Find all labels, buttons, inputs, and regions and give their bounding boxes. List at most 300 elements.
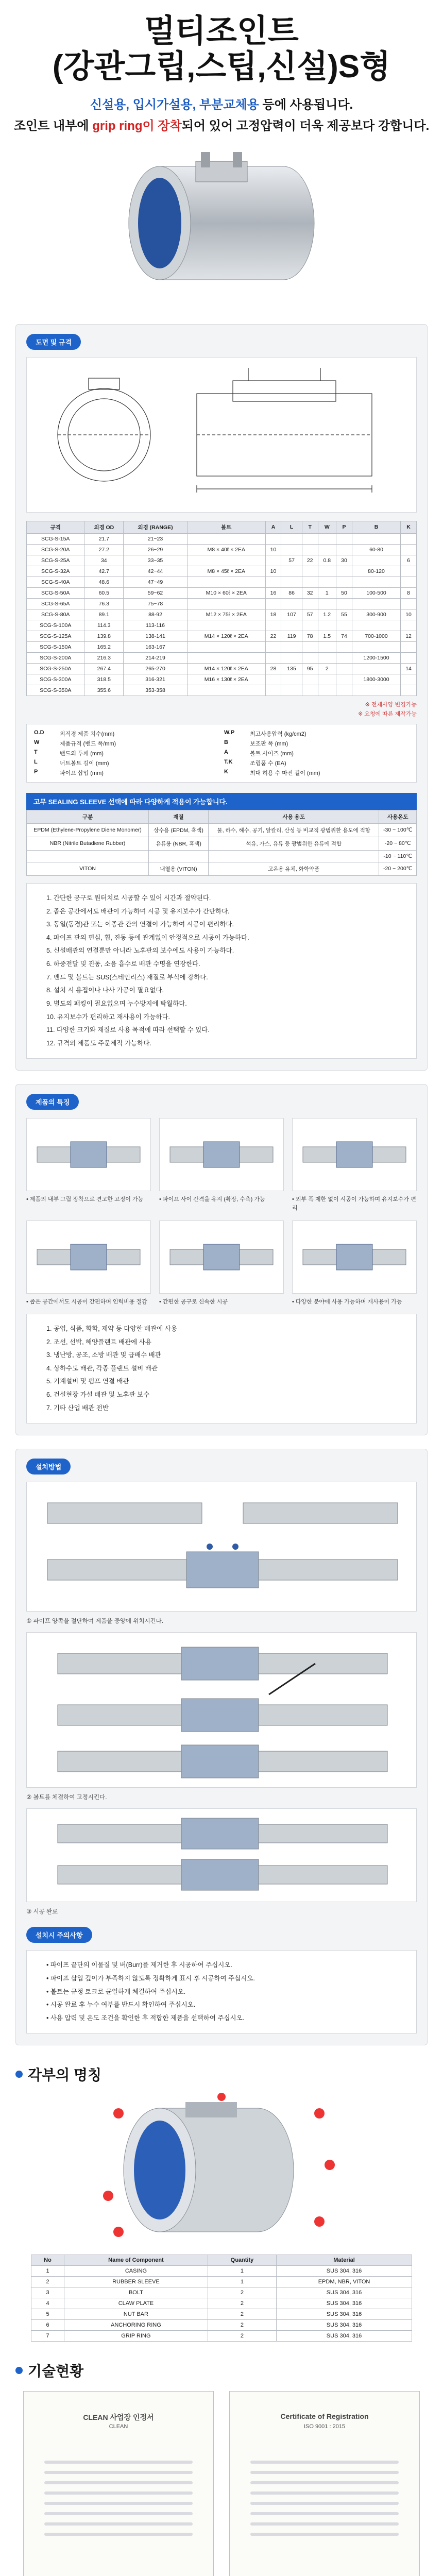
install-caption-3: ③ 시공 완료 (26, 1909, 58, 1916)
spec-row-cell (352, 577, 400, 587)
parts-row (31, 2266, 412, 2277)
spec-note-2: ※ 요청에 따른 제작가능 (357, 710, 417, 717)
spec-row-cell (265, 598, 281, 609)
feature-card (159, 1221, 284, 1307)
spec-row-cell: 700-1000 (352, 631, 400, 641)
spec-row-cell (352, 685, 400, 696)
feature-text: • 좁은 공간에서도 시공이 간편하며 인력비용 절감 (26, 1299, 147, 1306)
spec-row-cell (401, 641, 417, 652)
parts-row-cell: 4 (31, 2298, 64, 2309)
features-tag: 제품의 특징 (26, 1094, 79, 1110)
seal-row-cell: VITON (27, 862, 149, 875)
parts-header-cell: No (31, 2255, 64, 2266)
spec-row-cell (187, 577, 265, 587)
spec-row-cell: SCG-S-50A (27, 587, 84, 598)
spec-header-cell: 규격 (27, 521, 84, 533)
spec-row-cell (352, 533, 400, 544)
seal-row-cell: -20 ~ 80℃ (379, 837, 417, 850)
spec-header-cell: A (265, 521, 281, 533)
legend-key: T.K (224, 758, 233, 765)
spec-row-cell (265, 533, 281, 544)
certificate-iso (229, 2391, 420, 2576)
bullet-icon (15, 2367, 23, 2374)
spec-row-cell: 57 (281, 555, 302, 566)
spec-row-cell: 60.5 (84, 587, 124, 598)
spec-row-cell (318, 674, 336, 685)
legend-key: O.D (34, 729, 44, 736)
feature-card (26, 1118, 151, 1212)
spec-row (27, 533, 417, 544)
seal-row (27, 837, 417, 850)
spec-row-cell (281, 620, 302, 631)
bullet-icon (15, 2071, 23, 2078)
spec-row-cell (401, 577, 417, 587)
seal-banner: 고무 SEALING SLEEVE 선택에 따라 다양하게 적용이 가능합니다. (26, 793, 417, 810)
parts-row-cell: 1 (31, 2266, 64, 2277)
parts-diagram (88, 2093, 355, 2247)
cert1-title: CLEAN 사업장 인정서 (83, 2413, 154, 2422)
spec-row-cell: SCG-S-125A (27, 631, 84, 641)
title-line1: 멀티조인트 (144, 13, 299, 49)
spec-row-cell: SCG-S-350A (27, 685, 84, 696)
spec-row-cell: 2 (318, 663, 336, 674)
spec-row-cell: 10 (265, 544, 281, 555)
spec-row (27, 555, 417, 566)
caution-item: • 볼트는 규정 토크로 균일하게 체결하여 주십시오. (46, 1988, 186, 1995)
feature-text: • 외부 폭 제한 없이 시공이 가능하며 유지보수가 편리 (292, 1196, 416, 1211)
spec-row-cell: 163-167 (124, 641, 188, 652)
feature-card (159, 1118, 284, 1212)
spec-row-cell: SCG-S-65A (27, 598, 84, 609)
spec-row-cell (187, 652, 265, 663)
parts-row-cell: SUS 304, 316 (277, 2320, 412, 2331)
spec-row-cell: 10 (401, 609, 417, 620)
parts-row-cell: SUS 304, 316 (277, 2331, 412, 2342)
spec-row-cell (281, 577, 302, 587)
usage-list (26, 1314, 417, 1423)
spec-row-cell: 22 (265, 631, 281, 641)
install-caption-2: ② 볼트를 체결하여 고정시킨다. (26, 1794, 107, 1801)
spec-row (27, 577, 417, 587)
spec-row-cell (336, 620, 352, 631)
usage-item: 5. 기계설비 및 펌프 연결 배관 (46, 1378, 129, 1385)
feature-text: • 다양한 분야에 사용 가능하며 재사용이 가능 (292, 1299, 402, 1306)
seal-row (27, 850, 417, 862)
spec-row-cell (187, 641, 265, 652)
parts-table (31, 2255, 412, 2342)
dimension-drawing (26, 357, 417, 513)
spec-row-cell: M14 × 120ℓ × 2EA (187, 663, 265, 674)
install-step3-figure (26, 1808, 417, 1902)
spec-row-cell: 119 (281, 631, 302, 641)
feature-image (26, 1118, 151, 1191)
spec-row-cell: SCG-S-150A (27, 641, 84, 652)
seal-row-cell (27, 850, 149, 862)
parts-row-cell: 5 (31, 2309, 64, 2320)
usage-item: 2. 조선, 선박, 해양플랜트 배관에 사용 (46, 1338, 151, 1346)
spec-row-cell: 0.8 (318, 555, 336, 566)
spec-row-cell: SCG-S-100A (27, 620, 84, 631)
seal-row-cell: NBR (Nitrile Butadiene Rubber) (27, 837, 149, 850)
spec-row-cell (401, 620, 417, 631)
spec-header-cell: W (318, 521, 336, 533)
spec-row-cell: 30 (336, 555, 352, 566)
spec-row-cell: M16 × 130ℓ × 2EA (187, 674, 265, 685)
parts-row-cell: CLAW PLATE (64, 2298, 208, 2309)
spec-row-cell: 316-321 (124, 674, 188, 685)
spec-row-cell: 55 (336, 609, 352, 620)
spec-row-cell: 18 (265, 609, 281, 620)
seal-row (27, 823, 417, 837)
parts-row-cell: RUBBER SLEEVE (64, 2277, 208, 2287)
spec-row-cell: 78 (302, 631, 318, 641)
legend-value: 파이프 삽입 (mm) (60, 770, 104, 776)
caution-tag: 설치시 주의사항 (26, 1927, 92, 1943)
spec-row (27, 663, 417, 674)
parts-row-cell: 2 (208, 2331, 276, 2342)
legend-key: P (34, 768, 38, 775)
spec-row-cell: 48.6 (84, 577, 124, 587)
cert2-title: Certificate of Registration (280, 2412, 369, 2421)
spec-row-cell: 165.2 (84, 641, 124, 652)
spec-row-cell: SCG-S-200A (27, 652, 84, 663)
feature-text: • 파이프 사이 간격을 유지 (확장, 수축) 가능 (159, 1196, 265, 1203)
spec-row-cell: 267.4 (84, 663, 124, 674)
legend-value: 조립품 수 (EA) (250, 760, 286, 767)
spec-row-cell (352, 598, 400, 609)
spec-row-cell: SCG-S-250A (27, 663, 84, 674)
seal-row-cell: -10 ~ 110℃ (379, 850, 417, 862)
seal-row (27, 862, 417, 875)
spec-header-cell: P (336, 521, 352, 533)
legend-value: 밴드의 두께 (mm) (60, 750, 104, 757)
note-item: 2. 좁은 공간에서도 배관이 가능하며 시공 및 유지보수가 간단하다. (46, 907, 230, 915)
seal-row-cell: 석유, 가스, 유류 등 광범위한 유류에 적합 (208, 837, 379, 850)
seal-header-cell: 재질 (149, 810, 209, 823)
legend-key: W.P (224, 729, 235, 736)
spec-header-cell: B (352, 521, 400, 533)
install-step2-figure (26, 1632, 417, 1788)
spec-row-cell (318, 598, 336, 609)
note-item: 9. 별도의 패킹이 필요없으며 누수방지에 탁월하다. (46, 999, 187, 1007)
spec-row-cell: 355.6 (84, 685, 124, 696)
spec-row-cell: 27.2 (84, 544, 124, 555)
note-item: 8. 설치 시 용접이나 나사 가공이 필요없다. (46, 987, 164, 994)
parts-row-cell: BOLT (64, 2287, 208, 2298)
spec-header-cell: K (401, 521, 417, 533)
usage-item: 4. 상하수도 배관, 각종 플랜트 설비 배관 (46, 1364, 158, 1372)
spec-row-cell (281, 641, 302, 652)
parts-row-cell: ANCHORING RING (64, 2320, 208, 2331)
spec-row-cell: M12 × 75ℓ × 2EA (187, 609, 265, 620)
spec-row-cell: SCG-S-300A (27, 674, 84, 685)
spec-row-cell (401, 685, 417, 696)
spec-row-cell: 26~29 (124, 544, 188, 555)
note-item: 10. 유지보수가 편리하고 재사용이 가능하다. (46, 1013, 171, 1021)
spec-row-cell: 12 (401, 631, 417, 641)
spec-row-cell: 21.7 (84, 533, 124, 544)
parts-row-cell: SUS 304, 316 (277, 2309, 412, 2320)
feature-image (159, 1118, 284, 1191)
subtitle-2-prefix: 조인트 내부에 (13, 118, 93, 133)
spec-row-cell (352, 620, 400, 631)
note-item: 6. 하중전달 및 진동, 소음 흡수로 배관 수명을 연장한다. (46, 960, 200, 968)
legend-value: 볼트 사이즈 (mm) (250, 750, 294, 757)
spec-row-cell (336, 663, 352, 674)
subtitle-2-suffix: 되어 있어 고정압력이 더욱 제공보다 강합니다. (181, 118, 430, 133)
spec-row-cell (336, 544, 352, 555)
spec-row-cell: 34 (84, 555, 124, 566)
spec-row-cell (401, 598, 417, 609)
spec-row-cell (336, 685, 352, 696)
legend-key: T (34, 749, 38, 755)
spec-row-cell (187, 685, 265, 696)
spec-row-cell (318, 620, 336, 631)
spec-row-cell (265, 641, 281, 652)
seal-row-cell (208, 850, 379, 862)
feature-text: • 제품의 내부 그립 장착으로 견고한 고정이 가능 (26, 1196, 144, 1203)
caution-item: • 시공 완료 후 누수 여부를 반드시 확인하여 주십시오. (46, 2001, 196, 2009)
spec-row (27, 631, 417, 641)
note-item: 11. 다양한 크기와 재질로 사용 목적에 따라 선택할 수 있다. (46, 1026, 210, 1034)
spec-row-cell: 59~62 (124, 587, 188, 598)
parts-row (31, 2277, 412, 2287)
tech-heading (15, 2360, 428, 2381)
seal-header-cell: 구분 (27, 810, 149, 823)
spec-row-cell: 1200-1500 (352, 652, 400, 663)
legend-value: 보조판 폭 (mm) (250, 740, 288, 747)
legend-key: B (224, 739, 228, 745)
spec-header-cell: T (302, 521, 318, 533)
spec-row-cell: 42~44 (124, 566, 188, 577)
spec-row-cell: M10 × 60ℓ × 2EA (187, 587, 265, 598)
spec-row-cell (302, 598, 318, 609)
spec-row-cell (401, 544, 417, 555)
note-item: 4. 파이프 관의 편심, 휨, 진동 등에 관계없이 안정적으로 시공이 가능하다. (46, 934, 249, 941)
seal-row-cell: 물, 하수, 해수, 공기, 알칼리, 산성 등 비교적 광범위한 용도에 적합 (208, 823, 379, 837)
spec-row-cell (318, 641, 336, 652)
parts-header-cell: Material (277, 2255, 412, 2266)
spec-row-cell (302, 620, 318, 631)
spec-row-cell: SCG-S-40A (27, 577, 84, 587)
spec-row-cell: 138-141 (124, 631, 188, 641)
spec-row (27, 652, 417, 663)
legend-key: K (224, 768, 228, 775)
cert1-sub: CLEAN (109, 2424, 128, 2430)
spec-row-cell: M14 × 120ℓ × 2EA (187, 631, 265, 641)
cert2-sub: ISO 9001 : 2015 (303, 2424, 346, 2430)
caution-item: • 파이프 끝단의 이물질 및 버(Burr)를 제거한 후 시공하여 주십시오. (46, 1961, 232, 1969)
parts-row-cell: 6 (31, 2320, 64, 2331)
spec-row-cell: 32 (302, 587, 318, 598)
legend-value: 외직경 제품 치수(mm) (60, 731, 115, 737)
note-item: 1. 간단한 공구로 원터치로 시공할 수 있어 시간과 절약된다. (46, 894, 211, 902)
feature-card (26, 1221, 151, 1307)
spec-row-cell (336, 533, 352, 544)
spec-note-1: ※ 전제사양 변경가능 (365, 701, 417, 708)
spec-row-cell (401, 674, 417, 685)
spec-row (27, 685, 417, 696)
spec-row-cell (281, 533, 302, 544)
spec-row-cell (318, 533, 336, 544)
spec-row (27, 566, 417, 577)
spec-row (27, 544, 417, 555)
caution-item: • 파이프 삽입 깊이가 부족하지 않도록 정확하게 표시 후 시공하여 주십시오. (46, 1974, 255, 1982)
subtitle-1 (0, 94, 443, 112)
parts-row-cell: GRIP RING (64, 2331, 208, 2342)
legend-key: A (224, 749, 228, 755)
usage-item: 1. 공업, 식품, 화학, 제약 등 다양한 배관에 사용 (46, 1325, 177, 1332)
spec-row-cell (302, 641, 318, 652)
spec-row-cell (187, 533, 265, 544)
legend-value: 제품규격 (밴드 폭/mm) (60, 740, 116, 747)
spec-row-cell: 10 (265, 566, 281, 577)
note-item: 7. 밴드 및 볼트는 SUS(스테인리스) 재질로 부식에 강하다. (46, 973, 208, 981)
parts-heading-text: 각부의 명칭 (28, 2067, 102, 2083)
usage-item: 7. 기타 산업 배관 전반 (46, 1404, 109, 1412)
spec-row-cell (281, 598, 302, 609)
spec-row-cell (265, 555, 281, 566)
spec-row-cell (302, 652, 318, 663)
product-image (98, 146, 345, 300)
spec-row-cell: 33~35 (124, 555, 188, 566)
page-header (0, 0, 443, 311)
spec-row-cell: 57 (302, 609, 318, 620)
caution-item: • 사용 압력 및 온도 조건을 확인한 후 적합한 제품을 선택하여 주십시오. (46, 2014, 245, 2022)
feature-image (292, 1221, 417, 1294)
seal-header-cell: 사용온도 (379, 810, 417, 823)
spec-row-cell: SCG-S-20A (27, 544, 84, 555)
spec-row-cell: 22 (302, 555, 318, 566)
spec-table (26, 521, 417, 696)
feature-card (292, 1118, 417, 1212)
spec-row-cell (401, 566, 417, 577)
spec-row-cell: 60-80 (352, 544, 400, 555)
spec-header-cell: 외경 OD (84, 521, 124, 533)
spec-row-cell (302, 533, 318, 544)
spec-row-cell (265, 652, 281, 663)
spec-row-cell: 14 (401, 663, 417, 674)
spec-row-cell: SCG-S-25A (27, 555, 84, 566)
spec-row-cell (302, 685, 318, 696)
spec-row (27, 641, 417, 652)
spec-tag: 도면 및 규격 (26, 334, 81, 350)
seal-row-cell (149, 850, 209, 862)
certificates (15, 2391, 428, 2576)
subtitle-1-highlight: 신설용, 입시가설용, 부분교체용 (90, 97, 259, 112)
seal-row-cell: -30 ~ 100℃ (379, 823, 417, 837)
legend-value: 너트볼트 길이 (mm) (60, 760, 109, 767)
spec-row-cell: 50 (336, 587, 352, 598)
spec-row-cell: M8 × 45ℓ × 2EA (187, 566, 265, 577)
caution-list (26, 1950, 417, 2033)
feature-image (159, 1221, 284, 1294)
spec-row-cell (336, 641, 352, 652)
parts-row-cell: SUS 304, 316 (277, 2298, 412, 2309)
parts-row-cell: SUS 304, 316 (277, 2287, 412, 2298)
spec-row (27, 620, 417, 631)
parts-header-cell: Name of Component (64, 2255, 208, 2266)
spec-row-cell: 88-92 (124, 609, 188, 620)
spec-row-cell: 74 (336, 631, 352, 641)
parts-row (31, 2320, 412, 2331)
spec-row-cell (265, 685, 281, 696)
spec-row-cell: 1 (318, 587, 336, 598)
spec-row-cell: 42.7 (84, 566, 124, 577)
spec-row-cell (281, 544, 302, 555)
spec-row-cell: 16 (265, 587, 281, 598)
parts-row-cell: 1 (208, 2266, 276, 2277)
spec-row-cell: 76.3 (84, 598, 124, 609)
note-item: 5. 신설배관의 연결뿐만 아니라 노후관의 보수에도 사용이 가능하다. (46, 947, 234, 955)
legend-key: W (34, 739, 40, 745)
spec-row-cell (336, 652, 352, 663)
parts-row-cell: 3 (31, 2287, 64, 2298)
legend-value: 최대 허용 수 마진 길이 (mm) (250, 770, 320, 776)
parts-row-cell: 2 (208, 2287, 276, 2298)
spec-row-cell (187, 555, 265, 566)
parts-row-cell: 1 (208, 2277, 276, 2287)
parts-row-cell: SUS 304, 316 (277, 2266, 412, 2277)
spec-row-cell (336, 598, 352, 609)
tech-heading-text: 기술현황 (28, 2363, 84, 2380)
install-step1-figure (26, 1482, 417, 1612)
title-line2: (강관그립,스팁,신설)S형 (52, 49, 391, 85)
spec-row-cell (265, 674, 281, 685)
parts-row-cell: CASING (64, 2266, 208, 2277)
subtitle-2-red: grip ring이 장착 (92, 118, 182, 133)
seal-row-cell: 고온용 유체, 화학약품 (208, 862, 379, 875)
install-section (15, 1449, 428, 2045)
usage-item: 3. 냉난방, 공조, 소방 배관 및 급배수 배관 (46, 1351, 161, 1359)
spec-row-cell (302, 674, 318, 685)
spec-row-cell: SCG-S-80A (27, 609, 84, 620)
parts-row-cell: 2 (208, 2309, 276, 2320)
spec-row-cell (318, 652, 336, 663)
spec-row-cell: 265-270 (124, 663, 188, 674)
spec-row-cell: 21~23 (124, 533, 188, 544)
usage-item: 6. 건설현장 가설 배관 및 노후관 보수 (46, 1391, 150, 1398)
spec-row-cell: 1.2 (318, 609, 336, 620)
spec-row-cell (302, 566, 318, 577)
spec-row-cell (281, 566, 302, 577)
spec-row-cell: 214-219 (124, 652, 188, 663)
install-tag: 설치방법 (26, 1459, 71, 1475)
spec-row-cell (318, 577, 336, 587)
spec-row-cell: 107 (281, 609, 302, 620)
seal-header-cell: 사용 용도 (208, 810, 379, 823)
spec-row-cell: SCG-S-32A (27, 566, 84, 577)
spec-row-cell: 135 (281, 663, 302, 674)
spec-row-cell (281, 685, 302, 696)
spec-row-cell (281, 652, 302, 663)
spec-row-cell (187, 598, 265, 609)
spec-row-cell: 8 (401, 587, 417, 598)
spec-row-cell: 100-500 (352, 587, 400, 598)
seal-table (26, 810, 417, 876)
spec-row-cell: 89.1 (84, 609, 124, 620)
subtitle-2 (0, 115, 443, 133)
feature-image (26, 1221, 151, 1294)
seal-row-cell: 상수용 (EPDM, 흑색) (149, 823, 209, 837)
spec-row-cell: 353-358 (124, 685, 188, 696)
spec-header-cell: 외경 (RANGE) (124, 521, 188, 533)
seal-row-cell: -20 ~ 200℃ (379, 862, 417, 875)
parts-header-cell: Quantity (208, 2255, 276, 2266)
spec-row-cell: 113-116 (124, 620, 188, 631)
parts-row (31, 2298, 412, 2309)
spec-section (15, 324, 428, 1071)
